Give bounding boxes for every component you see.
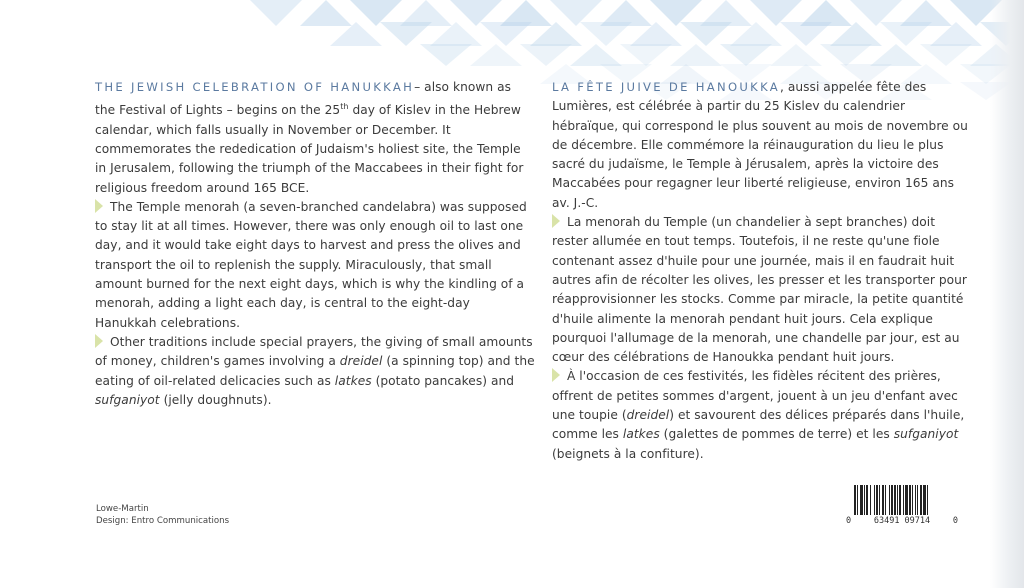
pattern-triangle — [400, 0, 452, 26]
pattern-triangle — [520, 44, 572, 66]
pattern-triangle — [330, 22, 382, 46]
pattern-triangle — [930, 22, 982, 46]
barcode-middle-digits: 63491 09714 — [873, 516, 931, 526]
french-p3-text-a: À l'occasion de ces festivités, les fidèles récitent des prières, offrent de petites sommes d'argent, jouent à un jeu d'enfant avec une toupie ( — [552, 369, 958, 423]
french-p3-text-d: (beignets à la confiture). — [552, 446, 704, 461]
pattern-triangle — [830, 22, 882, 46]
barcode-bar — [928, 485, 930, 515]
pattern-triangle — [350, 0, 402, 26]
pattern-triangle — [480, 22, 532, 46]
french-p3-sufganiyot: sufganiyot — [893, 427, 959, 442]
pattern-triangle — [670, 44, 722, 66]
french-p3-latkes: latkes — [622, 427, 660, 442]
pattern-triangle — [530, 22, 582, 46]
paragraph-marker-icon — [95, 199, 103, 213]
english-p3-text-b: (a spinning top) and the eating of oil-related delicacies such as — [95, 354, 535, 388]
english-p3-text-d: (jelly doughnuts). — [159, 392, 272, 407]
pattern-triangle — [650, 0, 702, 26]
pattern-triangle — [700, 0, 752, 26]
pattern-triangle — [780, 22, 832, 46]
pattern-triangle — [420, 44, 472, 66]
english-p3-sufganiyot: sufganiyot — [95, 392, 160, 407]
pattern-triangle — [720, 44, 772, 66]
pattern-triangle — [380, 22, 432, 46]
pattern-triangle — [620, 44, 672, 66]
english-paragraph-2 — [95, 198, 535, 333]
pattern-triangle — [550, 0, 602, 26]
english-p1-superscript: th — [340, 102, 349, 112]
french-p1-after-heading: , aussi appelée fête des Lumières, est célébrée à partir du 25 Kislev du calendrier hébraïque, qui correspond le plus souvent au mois de novembre ou de décembre. Elle commémore la réinauguration du lieu le plus sacré du judaïsme, le Temple à Jérusalem, après la victoire des Maccabées pour regagner leur liberté religieuse, environ 165 ans av. J.-C. — [552, 80, 968, 210]
pattern-triangle — [870, 44, 922, 66]
english-p3-text-a: Other traditions include special prayers, the giving of small amounts of money, children's games involving a — [95, 334, 533, 369]
paragraph-marker-icon — [552, 368, 560, 382]
english-paragraph-3 — [95, 333, 535, 410]
barcode-left-digit: 0 — [846, 516, 852, 526]
english-p1-rest: day of Kislev in the Hebrew calendar, which falls usually in November or December. It commemorates the rededication of Judaism's holiest site, the Temple in Jerusalem, following the triumph of the Maccabees in their fight for religious freedom around 165 BCE. — [95, 103, 524, 195]
pattern-triangle — [800, 0, 852, 26]
pattern-triangle — [430, 22, 482, 46]
french-p3-dreidel: dreidel — [626, 408, 670, 423]
english-p3-dreidel: dreidel — [339, 354, 383, 369]
barcode-digits — [846, 516, 958, 526]
french-p3-text-c: (galettes de pommes de terre) et les — [659, 427, 894, 442]
english-p3-latkes: latkes — [334, 373, 372, 388]
pattern-triangle — [300, 0, 352, 26]
design-credit: Design: Entro Communications — [96, 516, 230, 526]
english-paragraph-1 — [95, 78, 535, 198]
french-heading: LA FÊTE JUIVE DE HANOUKKA — [552, 80, 780, 94]
pattern-triangle — [880, 22, 932, 46]
upc-barcode — [846, 485, 958, 529]
pattern-triangle — [730, 22, 782, 46]
pattern-triangle — [820, 44, 872, 66]
english-p1-after-heading: – also known as the Festival of Lights – begins on the 25 — [95, 80, 511, 118]
english-text-column — [95, 78, 535, 410]
pattern-triangle — [630, 22, 682, 46]
printer-credit: Lowe-Martin — [96, 504, 149, 514]
french-paragraph-2 — [552, 213, 972, 367]
english-p2-text: The Temple menorah (a seven-branched candelabra) was supposed to stay lit at all times. However, there was only enough oil to last one day, and it would take eight days to harvest and press the olives and transport the oil to replenish the supply. Miraculously, that small amount burned for the next eight days, which is why the kindling of a menorah, adding a light each day, is central to the eight-day Hanukkah celebrations. — [95, 199, 527, 330]
pattern-triangle — [450, 0, 502, 26]
pattern-triangle — [470, 44, 522, 66]
pattern-triangle — [600, 0, 652, 26]
pattern-triangle — [850, 0, 902, 26]
credits — [96, 503, 229, 527]
english-heading: THE JEWISH CELEBRATION OF HANUKKAH — [95, 80, 415, 94]
pattern-triangle — [250, 0, 302, 26]
envelope-flap-edge — [990, 0, 1024, 588]
french-p3-text-b: ) et savourent des délices préparés dans l'huile, comme les — [552, 408, 965, 442]
paragraph-marker-icon — [552, 214, 560, 228]
french-paragraph-1 — [552, 78, 972, 213]
pattern-triangle — [920, 44, 972, 66]
pattern-triangle — [900, 0, 952, 26]
paragraph-marker-icon — [95, 334, 103, 348]
pattern-triangle — [680, 22, 732, 46]
pattern-triangle — [750, 0, 802, 26]
pattern-triangle — [500, 0, 552, 26]
barcode-right-digit: 0 — [952, 516, 958, 526]
pattern-triangle — [770, 44, 822, 66]
barcode-bars — [854, 485, 946, 515]
french-p2-text: La menorah du Temple (un chandelier à sept branches) doit rester allumée en tout temps. Toutefois, il ne reste qu'une fiole contenant assez d'huile pour une journée, mais il en faudrait huit autres afin de récolter les olives, les presser et les transporter pour réapprovisionner les stocks. Comme par miracle, la petite quantité d'huile alimente la menorah pendant huit jours. Cela explique pourquoi l'allumage de la menorah, une chandelle par jour, est au cœur des célébrations de Hanoukka pendant huit jours. — [552, 215, 967, 365]
french-paragraph-3 — [552, 367, 972, 463]
pattern-triangle — [580, 22, 632, 46]
french-text-column — [552, 78, 972, 464]
english-p3-text-c: (potato pancakes) and — [371, 373, 515, 388]
pattern-triangle — [570, 44, 622, 66]
